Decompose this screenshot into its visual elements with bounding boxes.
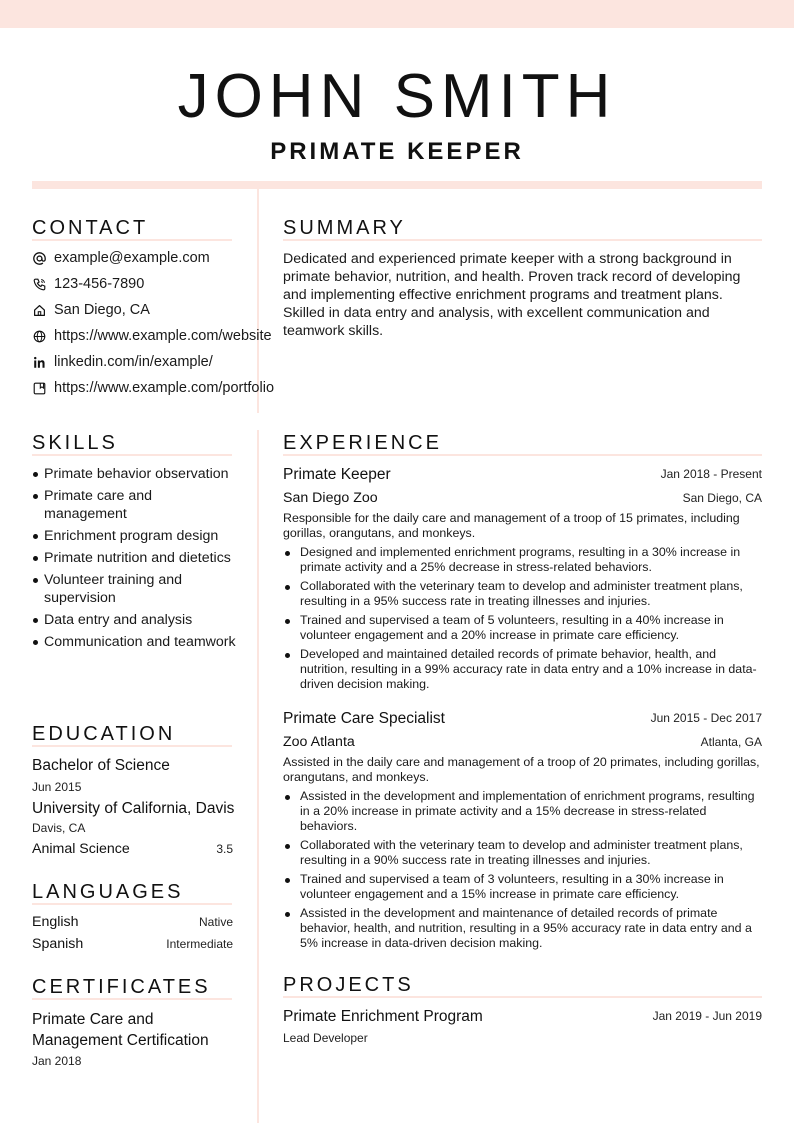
- skills-heading: SKILLS: [32, 432, 118, 454]
- education-date: Jun 2015: [32, 780, 82, 794]
- list-item: Communication and teamwork: [32, 633, 237, 651]
- languages-heading-rule: [32, 903, 232, 905]
- summary-text: Dedicated and experienced primate keeper with a strong background in primate behavior, nutrition, and health. Proven track record of developing and implementing effective enrichment programs and treatment plans. Skilled in data entry and analysis, with excellent communication and teamwork skills.: [283, 251, 741, 339]
- contact-website[interactable]: [32, 326, 272, 346]
- projects-heading: PROJECTS: [283, 974, 414, 996]
- education-heading-rule: [32, 745, 232, 747]
- job-description: Assisted in the daily care and management of a troop of 20 primates, including gorillas, orangutans, and monkeys.: [283, 755, 760, 784]
- contact-location-text: San Diego, CA: [54, 302, 150, 318]
- language-level: Intermediate: [166, 937, 233, 951]
- job-company: San Diego Zoo: [283, 490, 378, 506]
- list-item: Collaborated with the veterinary team to develop and administer treatment plans, resulting in a 90% success rate in treating illnesses and injuries.: [283, 838, 763, 868]
- list-item: Enrichment program design: [32, 527, 237, 545]
- language-name: English: [32, 914, 79, 930]
- education-gpa: 3.5: [216, 842, 233, 856]
- certificate-date: Jan 2018: [32, 1054, 82, 1068]
- job-bullets: [283, 545, 763, 696]
- job-dates: Jun 2015 - Dec 2017: [650, 711, 762, 725]
- contact-phone[interactable]: [32, 274, 144, 294]
- contact-heading: CONTACT: [32, 217, 149, 239]
- globe-icon: [32, 329, 46, 343]
- list-item: Primate care and management: [32, 487, 237, 523]
- education-school: University of California, Davis: [32, 800, 235, 817]
- candidate-title: PRIMATE KEEPER: [270, 138, 524, 165]
- job-location: Atlanta, GA: [700, 735, 762, 749]
- list-item: Trained and supervised a team of 3 volunteers, resulting in a 30% increase in volunteer engagement and a 15% increase in primate care efficiency.: [283, 872, 763, 902]
- experience-heading-rule: [283, 454, 762, 456]
- project-name: Primate Enrichment Program: [283, 1008, 483, 1025]
- education-degree: Bachelor of Science: [32, 757, 170, 774]
- list-item: Designed and implemented enrichment programs, resulting in a 30% increase in primate activity and a 25% decrease in stress-related behaviors.: [283, 545, 763, 575]
- list-item: Volunteer training and supervision: [32, 571, 237, 607]
- column-divider-bottom: [257, 430, 259, 1123]
- list-item: Primate nutrition and dietetics: [32, 549, 237, 567]
- job-bullets: [283, 789, 763, 955]
- home-icon: [32, 303, 46, 317]
- education-heading: EDUCATION: [32, 723, 176, 745]
- job-title: Primate Care Specialist: [283, 710, 445, 727]
- contact-website-text: https://www.example.com/website: [54, 328, 272, 344]
- list-item: Data entry and analysis: [32, 611, 237, 629]
- contact-email[interactable]: [32, 248, 210, 268]
- contact-portfolio[interactable]: [32, 378, 274, 398]
- summary-heading: SUMMARY: [283, 217, 406, 239]
- job-company: Zoo Atlanta: [283, 734, 355, 750]
- certificate-name: Primate Care and Management Certification: [32, 1011, 209, 1049]
- education-location: Davis, CA: [32, 821, 86, 835]
- contact-linkedin-text: linkedin.com/in/example/: [54, 354, 213, 370]
- experience-heading: EXPERIENCE: [283, 432, 442, 454]
- skills-list: [32, 465, 237, 655]
- linkedin-icon: [32, 355, 46, 369]
- list-item: Primate behavior observation: [32, 465, 237, 483]
- job-title: Primate Keeper: [283, 466, 391, 483]
- summary-heading-rule: [283, 239, 762, 241]
- header-divider: [32, 181, 762, 189]
- language-level: Native: [198, 915, 233, 929]
- job-description: Responsible for the daily care and management of a troop of 15 primates, including gorillas, orangutans, and monkeys.: [283, 511, 740, 540]
- list-item: Assisted in the development and implementation of enrichment programs, resulting in a 20% increase in primate activity and a 15% decrease in stress-related behaviors.: [283, 789, 763, 834]
- contact-heading-rule: [32, 239, 232, 241]
- list-item: Developed and maintained detailed records of primate behavior, health, and nutrition, resulting in a 99% accuracy rate in data entry and a 10% increase in data-driven decision making.: [283, 647, 763, 692]
- contact-email-text: example@example.com: [54, 250, 210, 266]
- contact-linkedin[interactable]: [32, 352, 213, 372]
- project-role: Lead Developer: [283, 1031, 368, 1045]
- skills-heading-rule: [32, 454, 232, 456]
- top-accent-band: [0, 0, 794, 28]
- contact-portfolio-text: https://www.example.com/portfolio: [54, 380, 275, 396]
- phone-icon: [32, 277, 46, 291]
- at-sign-icon: [32, 251, 46, 265]
- contact-phone-text: 123-456-7890: [54, 276, 145, 292]
- candidate-name: JOHN SMITH: [177, 62, 617, 131]
- certificates-heading: CERTIFICATES: [32, 976, 211, 998]
- contact-location: [32, 300, 150, 320]
- list-item: Collaborated with the veterinary team to develop and administer treatment plans, resulting in a 95% success rate in treating illnesses and injuries.: [283, 579, 763, 609]
- education-field: Animal Science: [32, 841, 130, 857]
- list-item: Assisted in the development and maintenance of detailed records of primate behavior, health, and nutrition, resulting in a 95% accuracy rate in data entry and a 5% increase in data-driven decision making.: [283, 906, 763, 951]
- job-dates: Jan 2018 - Present: [660, 467, 762, 481]
- language-name: Spanish: [32, 936, 84, 952]
- languages-heading: LANGUAGES: [32, 881, 184, 903]
- project-dates: Jan 2019 - Jun 2019: [652, 1009, 762, 1023]
- list-item: Trained and supervised a team of 5 volunteers, resulting in a 40% increase in volunteer engagement and a 20% increase in primate care efficiency.: [283, 613, 763, 643]
- projects-heading-rule: [283, 996, 762, 998]
- portfolio-icon: [32, 381, 46, 395]
- job-location: San Diego, CA: [682, 491, 762, 505]
- certificates-heading-rule: [32, 998, 232, 1000]
